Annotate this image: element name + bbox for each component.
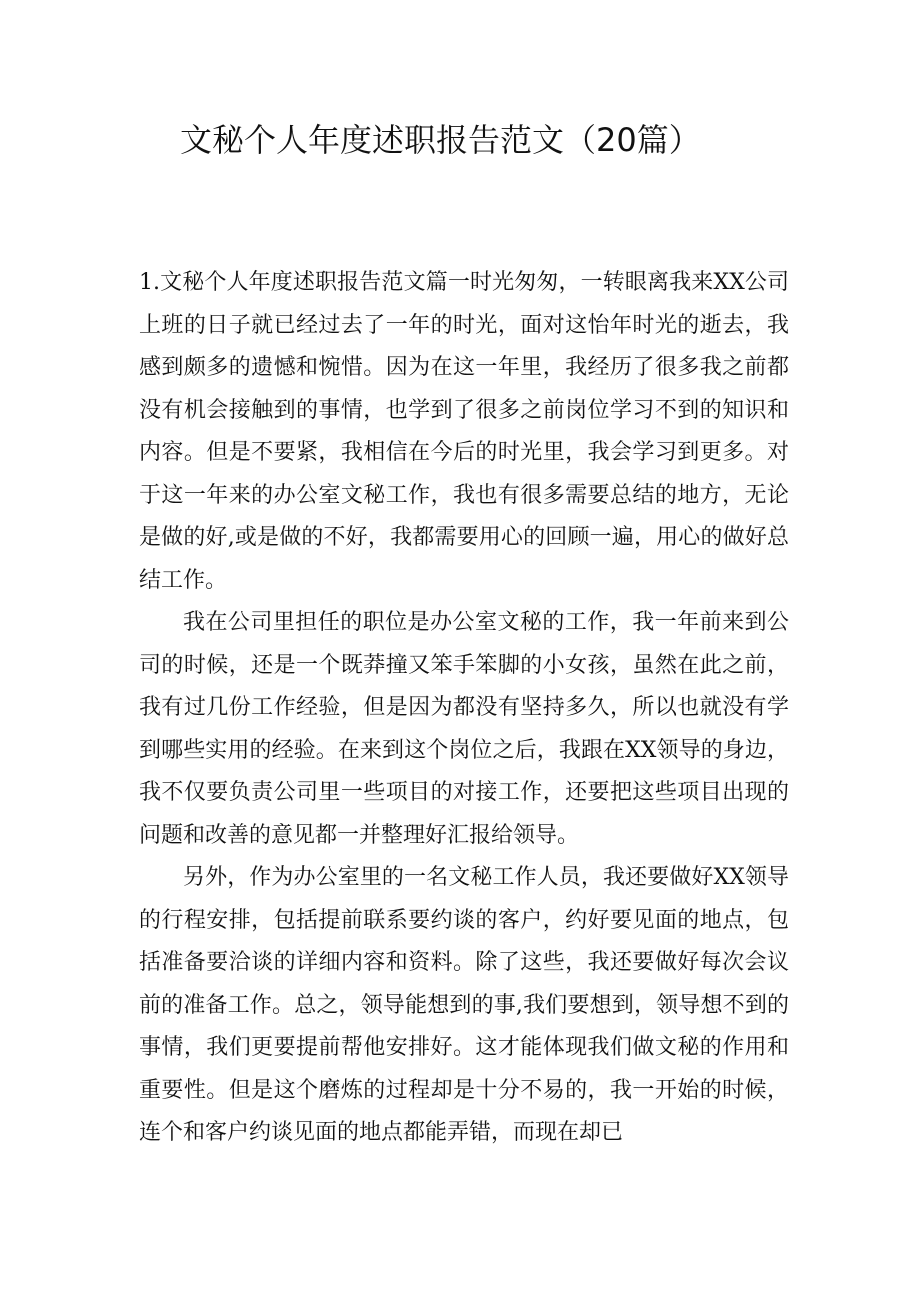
paragraph-1: 1.文秘个人年度述职报告范文篇一时光匆匆，一转眼离我来XX公司上班的日子就已经过去了一年的时光，面对这怡年时光的逝去，我感到颇多的遗憾和惋惜。因为在这一年里，我经历了很多我之前都没有机会接触到的事情，也学到了很多之前岗位学习不到的知识和内容。但是不要紧，我相信在今后的时光里，我会学习到更多。对于这一年来的办公室文秘工作，我也有很多需要总结的地方，无论是做的好,或是做的不好，我都需要用心的回顾一遍，用心的做好总结工作。 [139, 270, 789, 593]
document-title: 文秘个人年度述职报告范文（20篇） [180, 121, 701, 159]
paragraph-2: 我在公司里担任的职位是办公室文秘的工作，我一年前来到公司的时候，还是一个既莽撞又笨手笨脚的小女孩，虽然在此之前，我有过几份工作经验，但是因为都没有坚持多久，所以也就没有学到哪些实用的经验。在来到这个岗位之后，我跟在XX领导的身边，我不仅要负责公司里一些项目的对接工作，还要把这些项目出现的问题和改善的意见都一并整理好汇报给领导。 [139, 610, 789, 848]
document-body [139, 262, 789, 1155]
paragraph-3: 另外，作为办公室里的一名文秘工作人员，我还要做好XX领导的行程安排，包括提前联系要约谈的客户，约好要见面的地点，包括准备要洽谈的详细内容和资料。除了这些，我还要做好每次会议前的准备工作。总之，领导能想到的事,我们要想到，领导想不到的事情，我们更要提前帮他安排好。这才能体现我们做文秘的作用和重要性。但是这个磨炼的过程却是十分不易的，我一开始的时候，连个和客户约谈见面的地点都能弄错，而现在却已 [139, 865, 789, 1145]
